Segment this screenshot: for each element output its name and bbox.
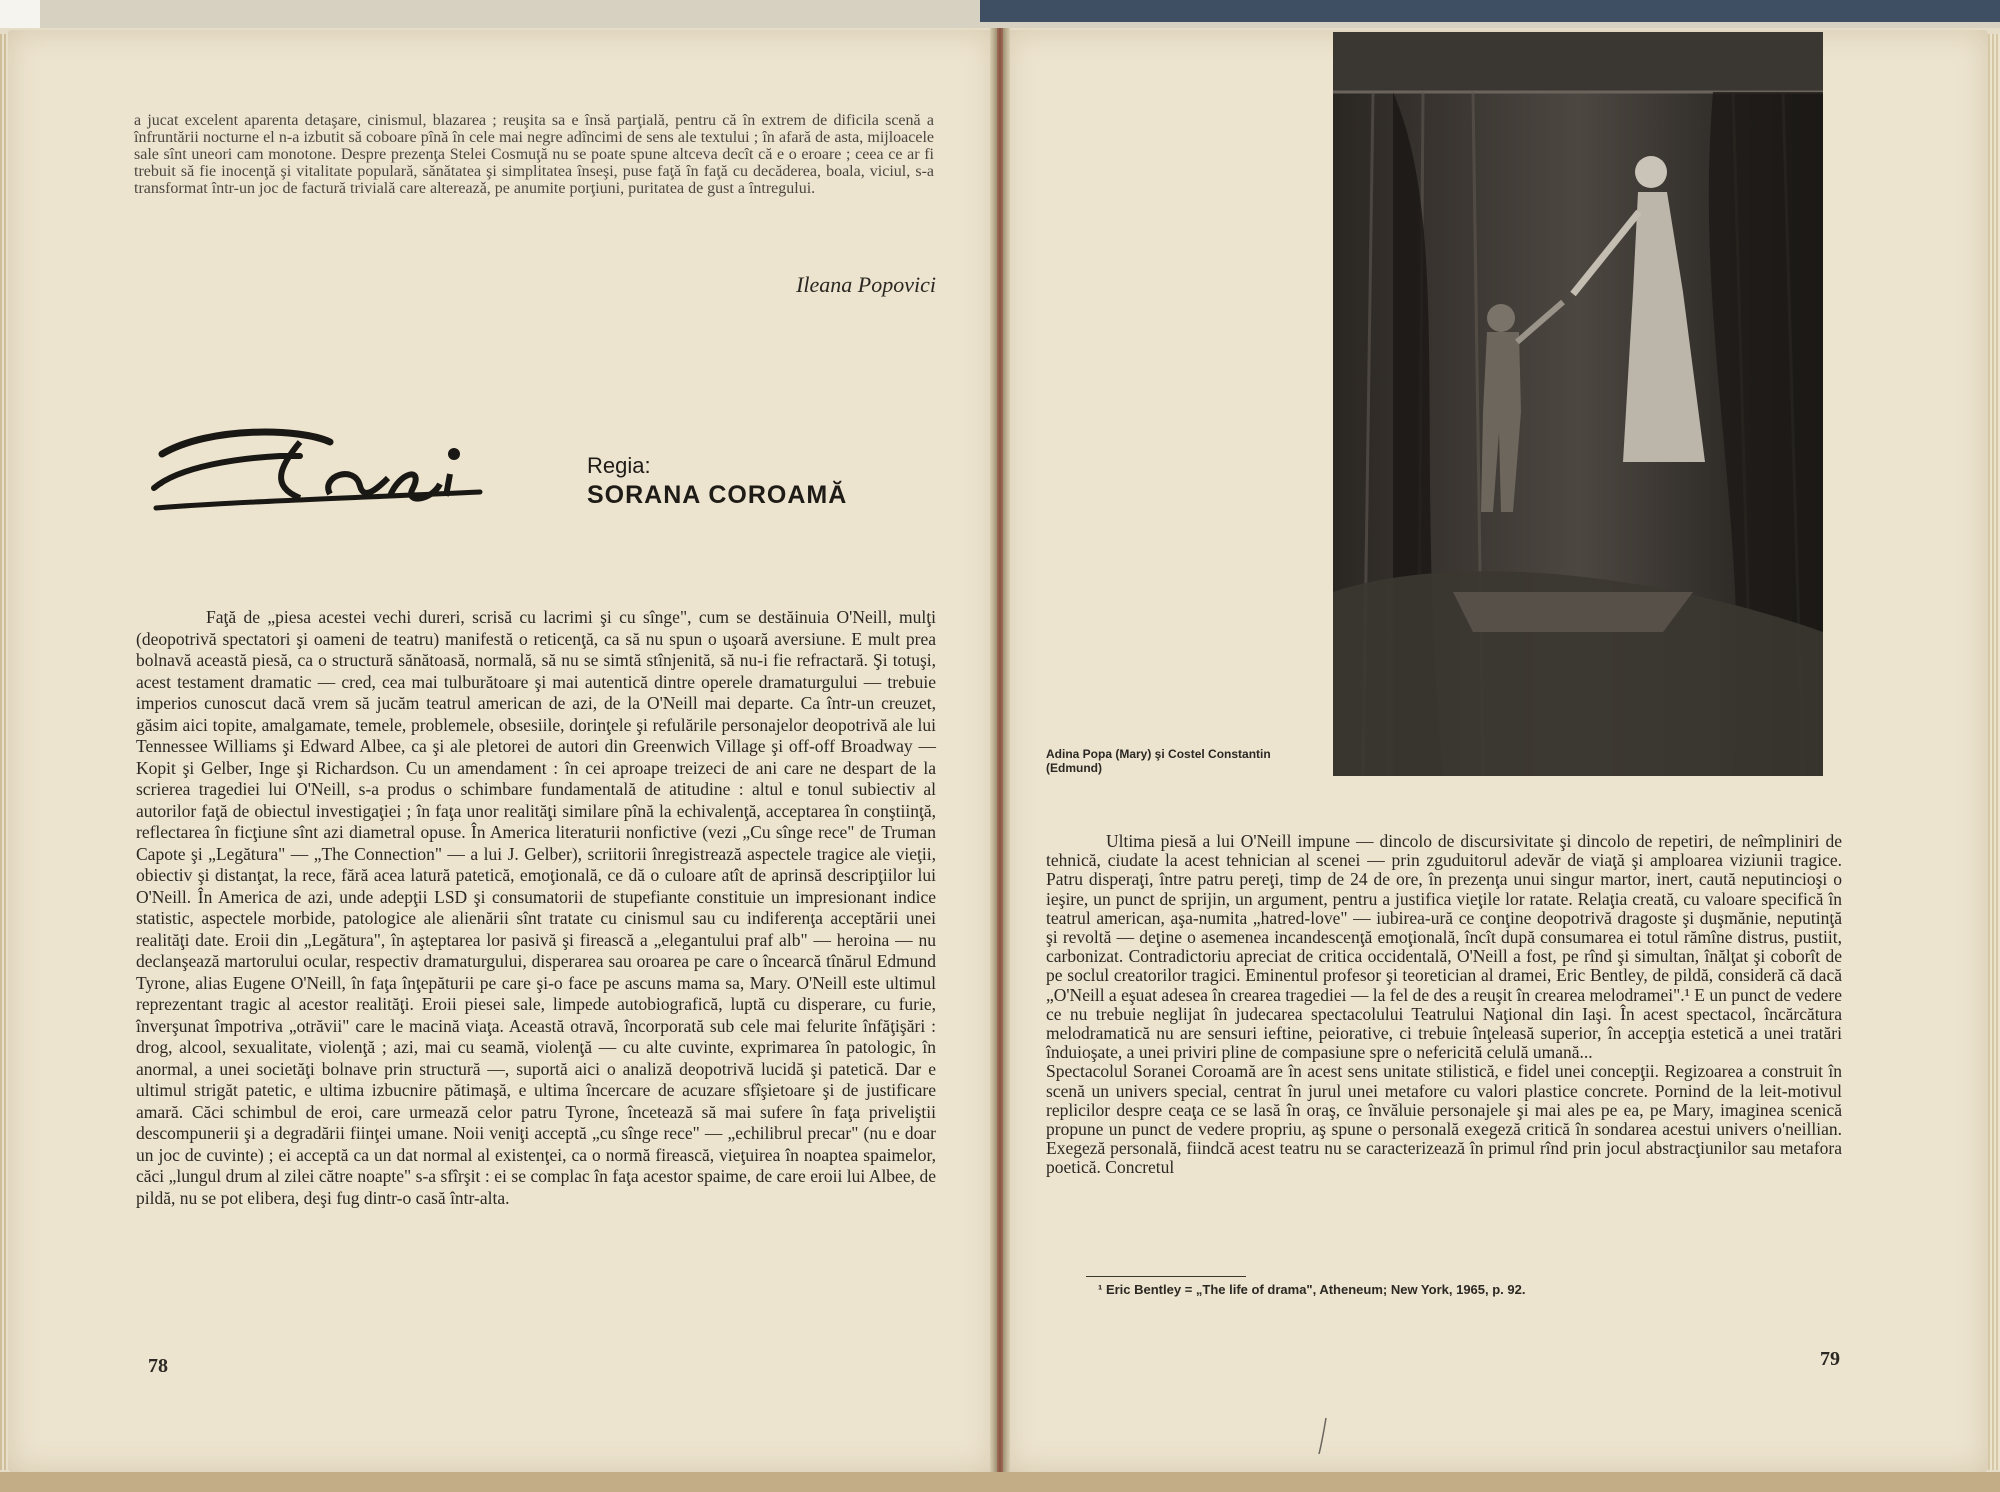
director-label: Regia: — [587, 453, 651, 478]
paper-clip-corner — [0, 0, 40, 28]
section-logo — [150, 416, 490, 526]
photo-caption: Adina Popa (Mary) şi Costel Constantin (Edmund) — [1046, 747, 1271, 775]
desk-background-top — [0, 0, 2000, 28]
page-number-right: 79 — [1820, 1348, 1840, 1370]
author-signature: Ileana Popovici — [796, 272, 936, 297]
director-name: SORANA COROAMĂ — [587, 481, 848, 509]
section-logo-text: Iaşi — [160, 485, 163, 487]
footnote: ¹ Eric Bentley = „The life of drama", Atheneum; New York, 1965, p. 92. — [1098, 1282, 1526, 1297]
article-body-left: Faţă de „piesa acestei vechi dureri, scrisă cu lacrimi şi cu sînge", cum se destăinuia O'Neill, mulţi (deopotrivă spectatori şi oameni de teatru) manifestă o reticenţă, ca să nu spun o uşoară aversiune. E mult prea bolnavă această piesă, ca o structură sănătoasă, normală, să nu se simtă stînjenită, să nu-i fie refractară. Şi totuşi, acest testament dramatic — cred, cea mai tulburătoare şi mai autentică dintre operele dramaturgului — trebuie imperios cunoscut dacă vrem să jucăm teatrul american de azi, de la O'Neill mai departe. Ca într-un creuzet, găsim aici topite, amalgamate, temele, problemele, obsesiile, dorinţele şi refulările personajelor deopotrivă ale lui Tennessee Williams şi Edward Albee, ca şi ale pletorei de autori din Greenwich Village şi off-off Broadway — Kopit şi Gelber, Inge şi Richardson. Cu un amendament : în cei aproape treizeci de ani care ne despart de la scrierea tragediei lui O'Neill, s-a produs o schimbare fundamentală de atitudine : altul e tonul subiectiv al autorilor faţă de obiectul investigaţiei ; în faţa unor realităţi similare pînă la echivalenţă, acceptarea în conştiinţă, reflectarea în ficţiune sînt azi diametral opuse. În America literaturii nonfictive (vezi „Cu sînge rece" de Truman Capote şi „Legătura" — „The Connection" — a lui J. Gelber), scriitorii înregistrează aspectele tragice ale vieţii, obiectiv şi distanţat, la rece, fără acea latură patetică, emoţională, ce dă o culoare atît de aprinsă descripţiilor lui O'Neill. În America de azi, unde adepţii LSD şi consumatorii de stupefiante constituie un impresionant indice statistic, aspectele morbide, patologice ale alienării sînt tratate cu cinismul sau cu indiferenţa acceptării unei realităţi date. Eroii din „Legătura", în aşteptarea lor pasivă şi firească a „elegantului praf alb" — heroina — nu declanşează martorului ocular, respectiv dramaturgului, disperarea sau oroarea pe care o încearcă tînărul Edmund Tyrone, alias Eugene O'Neill, în faţa înţepăturii pe care şi-o face pe ascuns mama sa, Mary. O'Neill este ultimul reprezentant tragic al acestor realităţi. Eroii piesei sale, limpede autobiografică, luptă cu disperare, cu furie, înverşunat împotriva „otrăvii" care le macină viaţa. Această otravă, încorporată sub cele mai felurite înfăţişări : drog, alcool, sexualitate, violenţă ; azi, mai cu seamă, violenţă — cu alte cuvinte, exprimarea în patologic, în anormal, a unei societăţi bolnave prin structură —, suportă aici o analiză deopotrivă lucidă şi patetică. Dar e ultimul strigăt patetic, e ultima izbucnire pătimaşă, e ultima încercare de acuzare sfîşietoare şi de justificare amară. Căci schimbul de eroi, care urmează celor patru Tyrone, încetează să mai sufere în faţa priveliştii descompunerii şi a degradării fiinţei umane. Noii veniţi acceptă „cu sînge rece" — „echilibrul precar" (nu e doar un joc de cuvinte) ; ei acceptă ca un dat normal al existenţei, ca o normă firească, vieţuirea în noaptea spaimelor, căci „lungul drum al zilei către noapte" s-a sfîrşit : ei se complac în faţa acestor spaime, de care eroii lui Albee, de pildă, nu se pot elibera, deşi fug dintr-o casă într-alta. — [136, 607, 936, 1208]
review-ending-paragraph: a jucat excelent aparenta detaşare, cinismul, blazarea ; reuşita sa e însă parţială, pentru că în extrem de dificila scenă a înfruntării nocturne el n-a izbutit să coboare pînă în cele mai negre adîncimi de sens ale textului ; în afară de asta, mijloacele sale sînt uneori cam monotone. Despre prezenţa Stelei Cosmuţă nu se poate spune altceva decît că e o eroare ; ceea ce ar fi trebuit să fie inocenţă şi vitalitate populară, sănătatea şi simplitatea înseşi, puse faţă în faţă cu decăderea, boala, viciul, s-a transformat într-un joc de factură trivială care altereazǎ, pe anumite porţiuni, puritatea de gust a întregului. — [134, 112, 934, 197]
page-number-left: 78 — [148, 1355, 168, 1377]
binding-thread — [997, 28, 1003, 1472]
cover-edge — [980, 0, 2000, 22]
stage-photo — [1333, 32, 1823, 776]
desk-background-bottom — [0, 1472, 2000, 1492]
page-stack-right — [1988, 34, 2000, 1470]
footnote-divider — [1086, 1276, 1246, 1277]
article-body-right: Ultima piesă a lui O'Neill impune — dincolo de discursivitate şi dincolo de repetiri, de neîmpliniri de tehnică, ciudate la acest tehnician al scenei — prin zguduitorul adevăr de viaţă şi amploarea viziunii tragice. Patru disperaţi, între patru pereţi, timp de 24 de ore, în prezenţa unui singur martor, inert, caută neputincioşi o ieşire, un punct de sprijin, un argument, pentru a justifica vieţile lor ratate. Relaţia creată, cu valoare specifică în teatrul american, aşa-numita „hatred-love" — iubirea-ură ce conţine deopotrivă dragoste şi duşmănie, neputinţă şi revoltă — deţine o asemenea incandescenţă emoţională, încît după consumarea ei totul rămîne distrus, pustiit, carbonizat. Contradictoriu apreciat de critica occidentală, O'Neill a fost, pe rînd şi simultan, înălţat şi coborît de pe soclul creatorilor tragici. Eminentul profesor şi teoretician al dramei, Eric Bentley, de pildă, consideră că dacă „O'Neill a eşuat adesea în crearea tragediei — la fel de des a reuşit în crearea melodramei".¹ E un punct de vedere ce nu trebuie neglijat în judecarea spectacolului Teatrului Naţional din Iaşi. În acest spectacol, încărcătura melodramatică nu are sensuri ieftine, peiorative, ci trebuie înţeleasă superior, în accepţia estetică a unei tratări înduioşate, a unei priviri pline de compasiune spre o nefericită celulă umană... Spectacolul Soranei Coroamă are în acest sens unitate stilistică, e fidel unei concepţii. Regizoarea a construit în scenă un univers special, centrat în jurul unei metafore cu valori plastice concrete. Pornind de la leit-motivul replicilor despre ceaţa ce se lasă în oraş, ce învăluie personajele şi mai ales pe ea, pe Mary, imaginea scenică propune un punct de vedere propriu, aş spune o personală exegeză critică în sondarea acestui univers o'neillian. Exegeză personală, fiindcă acest teatru nu se caracterizează în primul rînd prin jocul abstracţiunilor sau metafora poetică. Concretul — [1046, 831, 1842, 1178]
pencil-mark — [1316, 1416, 1330, 1456]
page-stack-left — [0, 34, 8, 1470]
